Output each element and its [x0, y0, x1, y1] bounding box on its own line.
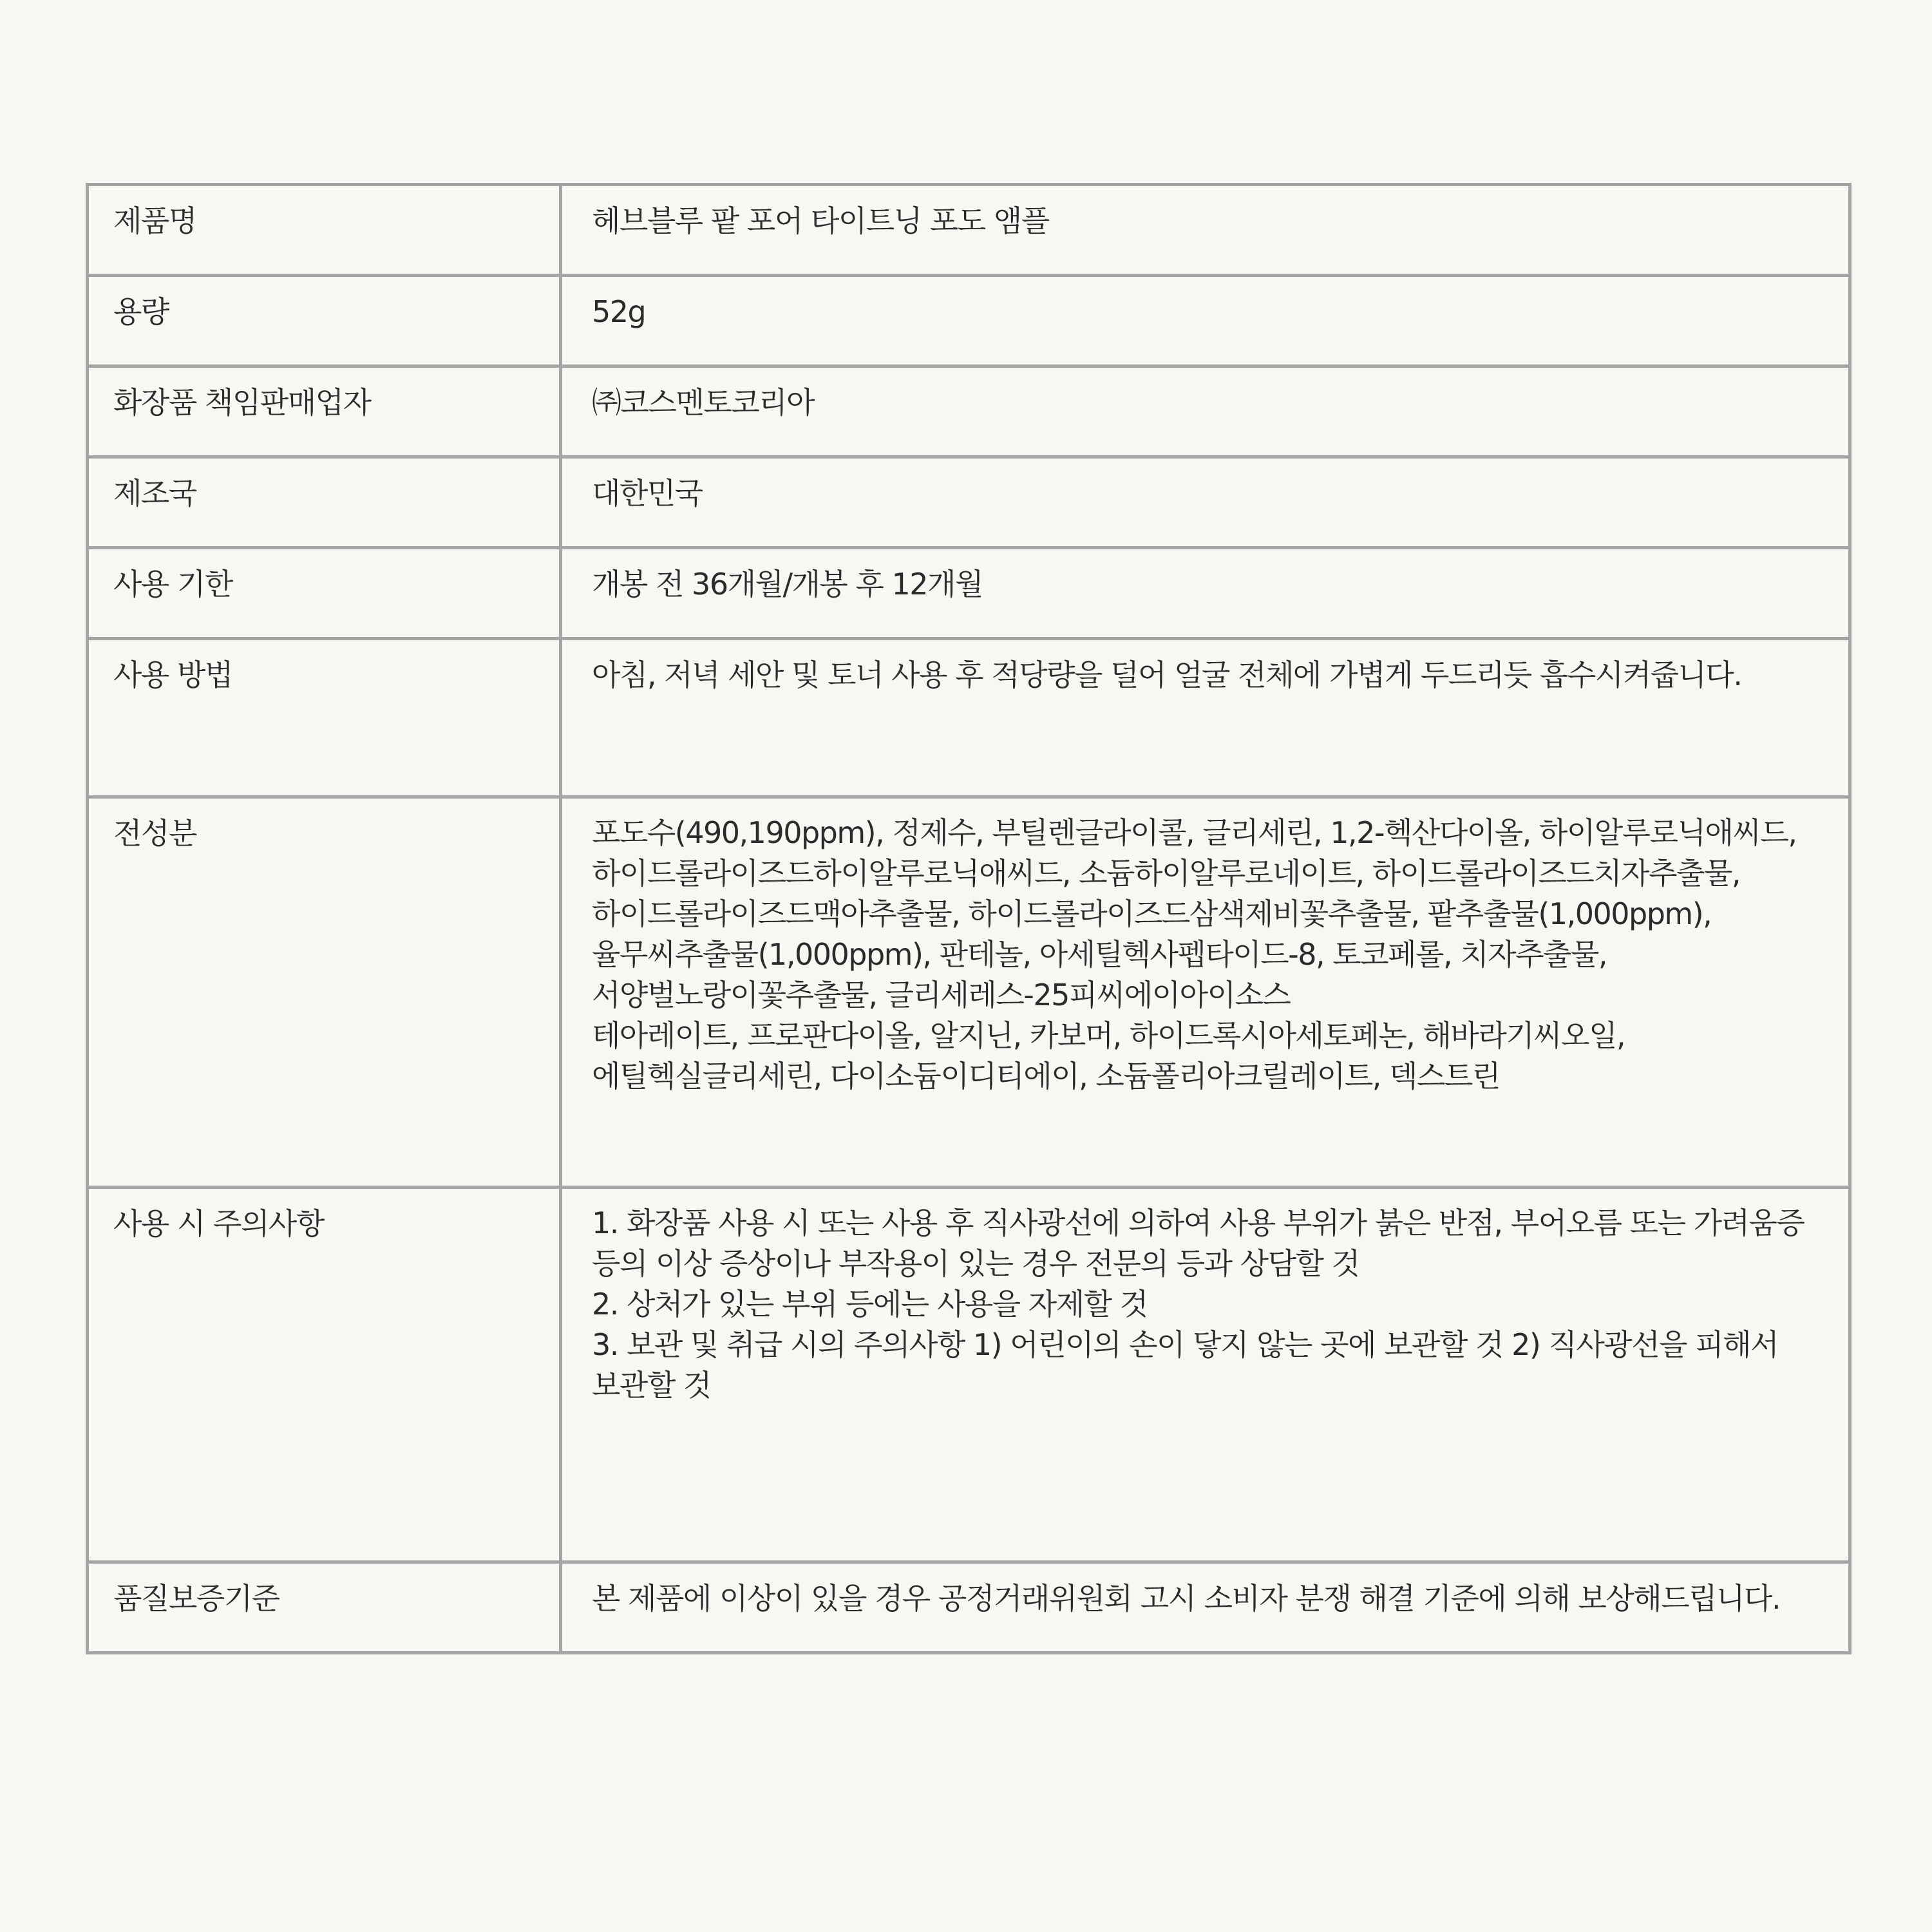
label-quality: 품질보증기준 — [88, 1562, 561, 1653]
value-quality: 본 제품에 이상이 있을 경우 공정거래위원회 고시 소비자 분쟁 해결 기준에 의해 보상해드립니다. — [561, 1562, 1850, 1653]
value-country: 대한민국 — [561, 457, 1850, 548]
label-seller: 화장품 책임판매업자 — [88, 366, 561, 457]
label-usage: 사용 방법 — [88, 639, 561, 797]
cautions-line: 등의 이상 증상이나 부작용이 있는 경우 전문의 등과 상담할 것 — [592, 1246, 1359, 1281]
ingredients-line: 서양벌노랑이꽃추출물, 글리세레스-25피씨에이아이소스 — [592, 978, 1291, 1012]
value-seller: ㈜코스멘토코리아 — [561, 366, 1850, 457]
cautions-line: 1. 화장품 사용 시 또는 사용 후 직사광선에 의하여 사용 부위가 붉은 반점, 부어오름 또는 가려움증 — [592, 1206, 1804, 1240]
cautions-line: 보관할 것 — [592, 1368, 711, 1403]
value-usage: 아침, 저녁 세안 및 토너 사용 후 적당량을 덜어 얼굴 전체에 가볍게 두드리듯 흡수시켜줍니다. — [561, 639, 1850, 797]
row-expiry — [88, 548, 1850, 639]
label-expiry: 사용 기한 — [88, 548, 561, 639]
row-volume — [88, 276, 1850, 366]
row-country — [88, 457, 1850, 548]
ingredients-line: 하이드롤라이즈드하이알루로닉애씨드, 소듐하이알루로네이트, 하이드롤라이즈드치자추출물, — [592, 856, 1741, 891]
row-product-name — [88, 185, 1850, 276]
value-product-name: 헤브블루 팥 포어 타이트닝 포도 앰플 — [561, 185, 1850, 276]
label-country: 제조국 — [88, 457, 561, 548]
label-volume: 용량 — [88, 276, 561, 366]
value-ingredients — [561, 797, 1850, 1188]
value-cautions — [561, 1188, 1850, 1562]
value-expiry: 개봉 전 36개월/개봉 후 12개월 — [561, 548, 1850, 639]
ingredients-line: 율무씨추출물(1,000ppm), 판테놀, 아세틸헥사펩타이드-8, 토코페롤, 치자추출물, — [592, 937, 1607, 972]
ingredients-line: 포도수(490,190ppm), 정제수, 부틸렌글라이콜, 글리세린, 1,2-헥산다이올, 하이알루로닉애씨드, — [592, 815, 1797, 850]
row-ingredients — [88, 797, 1850, 1188]
ingredients-line: 하이드롤라이즈드맥아추출물, 하이드롤라이즈드삼색제비꽃추출물, 팥추출물(1,000ppm), — [592, 896, 1712, 931]
row-seller — [88, 366, 1850, 457]
row-usage — [88, 639, 1850, 797]
row-cautions — [88, 1188, 1850, 1562]
ingredients-line: 테아레이트, 프로판다이올, 알지닌, 카보머, 하이드록시아세토페논, 해바라기씨오일, — [592, 1018, 1625, 1053]
cautions-line: 3. 보관 및 취급 시의 주의사항 1) 어린이의 손이 닿지 않는 곳에 보관할 것 2) 직사광선을 피해서 — [592, 1327, 1779, 1362]
value-volume: 52g — [561, 276, 1850, 366]
row-quality — [88, 1562, 1850, 1653]
label-product-name: 제품명 — [88, 185, 561, 276]
product-info-table — [86, 183, 1852, 1654]
ingredients-line: 에틸헥실글리세린, 다이소듐이디티에이, 소듐폴리아크릴레이트, 덱스트린 — [592, 1059, 1500, 1094]
label-ingredients: 전성분 — [88, 797, 561, 1188]
label-cautions: 사용 시 주의사항 — [88, 1188, 561, 1562]
cautions-line: 2. 상처가 있는 부위 등에는 사용을 자제할 것 — [592, 1287, 1148, 1321]
